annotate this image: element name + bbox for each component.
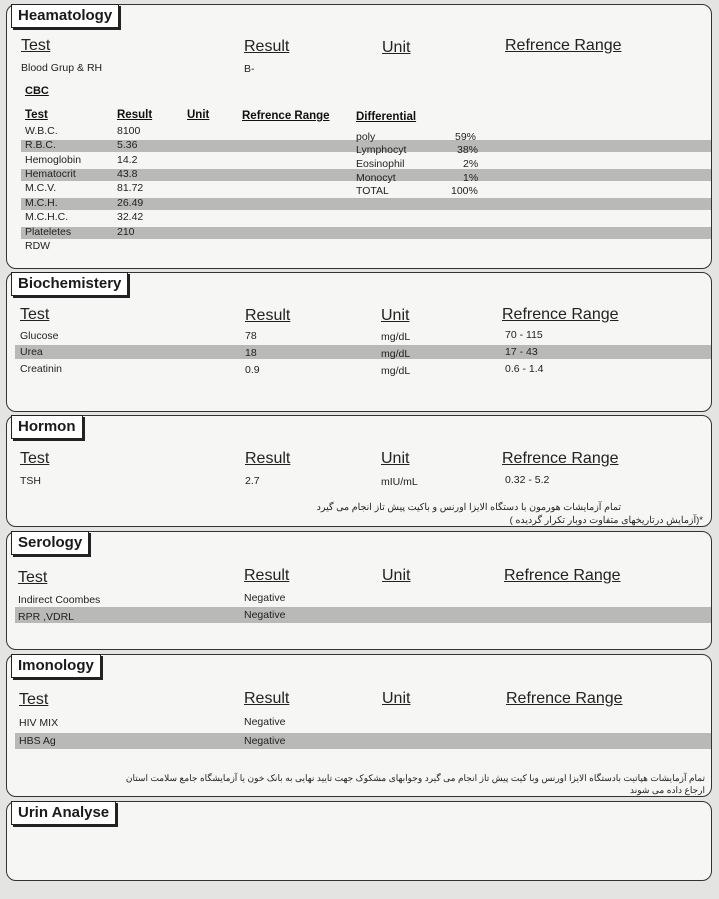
diff-name-total: TOTAL bbox=[356, 185, 389, 197]
diff-value-lymphocyt: 38% bbox=[457, 144, 479, 156]
header-range: Refrence Range bbox=[506, 690, 623, 707]
tsh-unit: mIU/mL bbox=[381, 476, 418, 488]
cbc-test-mcv: M.C.V. bbox=[25, 182, 57, 194]
serology-title: Serology bbox=[11, 531, 89, 555]
header-test: Test bbox=[19, 691, 49, 708]
cbc-result-wbc: 8100 bbox=[117, 125, 141, 137]
hormon-note-line1: تمام آزمایشات هورمون با دستگاه الایزا اورنس و باکیت پیش تاز انجام می گیرد bbox=[316, 502, 621, 513]
biochem-band bbox=[15, 345, 711, 359]
header-range: Refrence Range bbox=[502, 306, 619, 323]
diff-name-lymphocyt: Lymphocyt bbox=[356, 144, 407, 156]
glucose-test: Glucose bbox=[20, 330, 59, 342]
biochemistry-panel bbox=[6, 272, 712, 412]
header-unit: Unit bbox=[382, 567, 411, 584]
cbc-test-hematocrit: Hematocrit bbox=[25, 168, 76, 180]
creatinin-range: 0.6 - 1.4 bbox=[505, 363, 544, 375]
cbc-result-mcv: 81.72 bbox=[117, 182, 144, 194]
urea-test: Urea bbox=[20, 346, 43, 358]
blood-group-test: Blood Grup & RH bbox=[21, 62, 103, 74]
serology-band bbox=[15, 607, 711, 623]
diff-name-poly: poly bbox=[356, 131, 376, 143]
blood-group-result: B- bbox=[244, 63, 255, 75]
cbc-test-mch: M.C.H. bbox=[25, 197, 58, 209]
urea-range: 17 - 43 bbox=[505, 346, 538, 358]
cbc-result-plateletes: 210 bbox=[117, 226, 135, 238]
header-unit: Unit bbox=[381, 307, 410, 324]
cbc-header-differential: Differential bbox=[356, 111, 417, 123]
serology-panel bbox=[6, 531, 712, 650]
cbc-header-range: Refrence Range bbox=[242, 110, 330, 122]
cbc-header-result: Result bbox=[117, 109, 153, 121]
cbc-title: CBC bbox=[25, 85, 49, 97]
diff-name-eosinophil: Eosinophil bbox=[356, 158, 405, 170]
urine-title: Urin Analyse bbox=[11, 801, 116, 825]
glucose-result: 78 bbox=[245, 330, 257, 342]
tsh-range: 0.32 - 5.2 bbox=[505, 474, 550, 486]
header-range: Refrence Range bbox=[505, 37, 622, 54]
glucose-unit: mg/dL bbox=[381, 331, 411, 343]
cbc-result-hematocrit: 43.8 bbox=[117, 168, 138, 180]
hiv-mix-result: Negative bbox=[244, 716, 286, 728]
indirect-coombes-test: Indirect Coombes bbox=[18, 594, 101, 606]
cbc-test-wbc: W.B.C. bbox=[25, 125, 58, 137]
urine-panel bbox=[6, 801, 712, 881]
cbc-result-mch: 26.49 bbox=[117, 197, 144, 209]
rpr-vdrl-result: Negative bbox=[244, 609, 286, 621]
cbc-header-test: Test bbox=[25, 109, 48, 121]
hormon-title: Hormon bbox=[11, 415, 83, 439]
imonology-title: Imonology bbox=[11, 654, 101, 678]
hbs-ag-test: HBS Ag bbox=[19, 735, 56, 747]
header-result: Result bbox=[244, 690, 290, 707]
cbc-test-plateletes: Plateletes bbox=[25, 226, 72, 238]
imonology-panel bbox=[6, 654, 712, 797]
diff-value-poly: 59% bbox=[455, 131, 477, 143]
header-result: Result bbox=[245, 450, 291, 467]
diff-value-eosinophil: 2% bbox=[463, 158, 479, 170]
cbc-header-unit: Unit bbox=[187, 109, 210, 121]
header-range: Refrence Range bbox=[504, 567, 621, 584]
heamatology-title: Heamatology bbox=[11, 4, 119, 28]
cbc-result-mchc: 32.42 bbox=[117, 211, 144, 223]
header-test: Test bbox=[21, 37, 51, 54]
tsh-test: TSH bbox=[20, 475, 41, 487]
rpr-vdrl-test: RPR ,VDRL bbox=[18, 611, 75, 623]
cbc-test-rbc: R.B.C. bbox=[25, 139, 56, 151]
tsh-result: 2.7 bbox=[245, 475, 260, 487]
cbc-test-rdw: RDW bbox=[25, 240, 51, 252]
indirect-coombes-result: Negative bbox=[244, 592, 286, 604]
diff-name-monocyt: Monocyt bbox=[356, 172, 396, 184]
heamatology-panel bbox=[6, 4, 712, 269]
hormon-note-line2: *(آزمایش درتاریخهای متفاوت دوبار تکرار گردیده ) bbox=[509, 515, 703, 526]
urea-result: 18 bbox=[245, 347, 257, 359]
imonology-note-line2: ارجاع داده می شوند bbox=[630, 785, 705, 795]
hbs-ag-result: Negative bbox=[244, 735, 286, 747]
header-result: Result bbox=[245, 307, 291, 324]
header-test: Test bbox=[20, 450, 50, 467]
creatinin-unit: mg/dL bbox=[381, 365, 411, 377]
biochemistry-title: Biochemistery bbox=[11, 272, 128, 296]
diff-value-monocyt: 1% bbox=[463, 172, 479, 184]
header-test: Test bbox=[20, 306, 50, 323]
creatinin-result: 0.9 bbox=[245, 364, 260, 376]
diff-value-total: 100% bbox=[451, 185, 478, 197]
cbc-result-hemoglobin: 14.2 bbox=[117, 154, 138, 166]
header-result: Result bbox=[244, 567, 290, 584]
header-unit: Unit bbox=[382, 39, 411, 56]
header-result: Result bbox=[244, 38, 290, 55]
creatinin-test: Creatinin bbox=[20, 363, 63, 375]
cbc-result-rbc: 5.36 bbox=[117, 139, 138, 151]
urea-unit: mg/dL bbox=[381, 348, 411, 360]
header-unit: Unit bbox=[381, 450, 410, 467]
glucose-range: 70 - 115 bbox=[505, 329, 543, 341]
header-test: Test bbox=[18, 569, 48, 586]
imonology-band bbox=[15, 733, 711, 749]
header-range: Refrence Range bbox=[502, 450, 619, 467]
imonology-note-line1: تمام آزمایشات هپاتیت بادستگاه الایزا اورنس وبا کیت پیش تاز انجام می گیرد وجوابهای مشکوک جهت تایید نهایی به بانک خون یا آزمایشگاه جامع سلامت استان bbox=[125, 773, 705, 783]
header-unit: Unit bbox=[382, 690, 411, 707]
cbc-test-hemoglobin: Hemoglobin bbox=[25, 154, 82, 166]
hormon-panel bbox=[6, 415, 712, 527]
cbc-test-mchc: M.C.H.C. bbox=[25, 211, 69, 223]
hiv-mix-test: HIV MIX bbox=[19, 717, 59, 729]
